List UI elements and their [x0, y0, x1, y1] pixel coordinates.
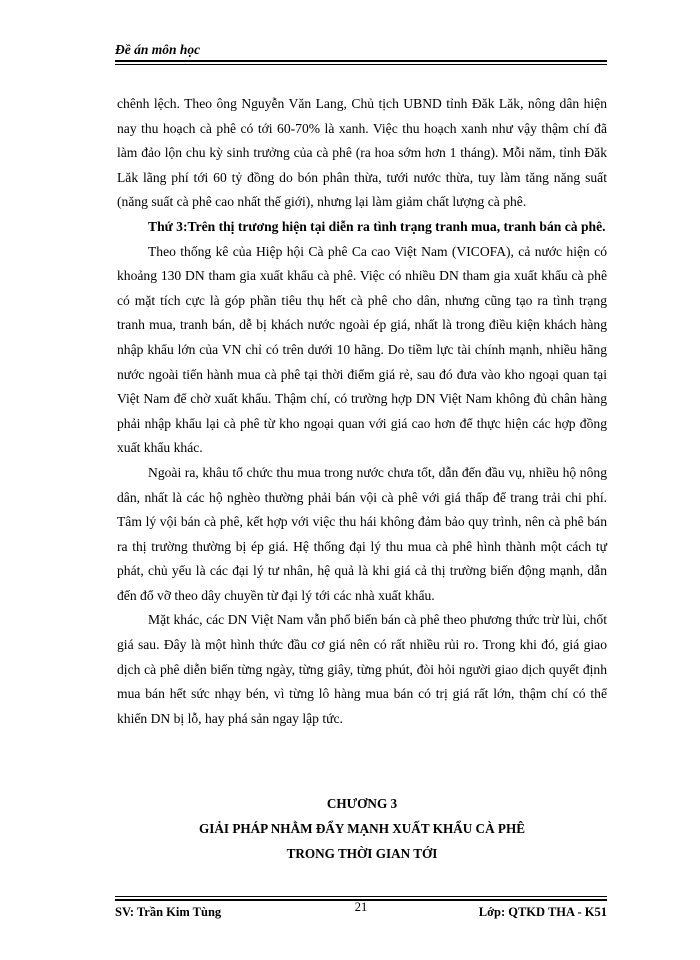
header-rule-thin — [115, 64, 607, 65]
document-title: Đề án môn học — [115, 42, 201, 57]
page-footer — [115, 896, 607, 926]
student-name: SV: Trần Kim Tùng — [115, 905, 222, 919]
paragraph-vicofa: Theo thống kê của Hiệp hội Cà phê Ca cao Việt Nam (VICOFA), cả nước hiện có khoảng 130 DN tham gia xuất khẩu cà phê. Việc có nhiều DN tham gia xuất khẩu cà phê có mặt tích cực là góp phần tiêu thụ hết cà phê cho dân, nhưng cũng tạo ra tình trạng tranh mua, tranh bán, dễ bị khách nước ngoài ép giá, nhất là trong điều kiện khách hàng nhập khẩu lớn của VN chỉ có trên dưới 10 hãng. Do tiềm lực tài chính mạnh, nhiều hãng nước ngoài tiến hành mua cà phê tại thời điểm giá rẻ, sau đó đưa vào kho ngoại quan tại Việt Nam để chờ xuất khẩu. Thậm chí, có trường hợp DN Việt Nam không đủ chân hàng phải nhập khẩu lại cà phê từ kho ngoại quan với giá cao hơn để thực hiện các hợp đồng xuất khẩu khác. — [117, 243, 607, 456]
header-rule-thick — [115, 60, 607, 62]
chapter-title-line-1: GIẢI PHÁP NHẰM ĐẨY MẠNH XUẤT KHẨU CÀ PHÊ — [198, 821, 526, 836]
footer-rule-thin — [115, 896, 607, 897]
paragraph-purchasing: Ngoài ra, khâu tổ chức thu mua trong nước chưa tốt, dẫn đến đầu vụ, nhiều hộ nông dân, nhất là các hộ nghèo thường phải bán vội cà phê với giá thấp để trang trải chi phí. Tâm lý vội bán cà phê, kết hợp với việc thu hái không đảm bảo quy trình, nên cà phê bán ra thị trường thường bị ép giá. Hệ thống đại lý thu mua cà phê hình thành một cách tự phát, chủ yếu là các đại lý tư nhân, hệ quả là khi giá cả thị trường biến động mạnh, dẫn đến đổ vỡ theo dây chuyền từ đại lý tới các nhà xuất khẩu. — [117, 464, 607, 603]
class-name: Lớp: QTKD THA - K51 — [478, 905, 607, 919]
chapter-number: CHƯƠNG 3 — [326, 796, 398, 811]
chapter-title-line-2: TRONG THỜI GIAN TỚI — [286, 846, 438, 861]
page-header — [115, 38, 607, 64]
section-heading: Thứ 3:Trên thị trương hiện tại diễn ra tình trạng tranh mua, tranh bán cà phê. — [148, 218, 606, 234]
body-text — [117, 92, 607, 731]
page-number: 21 — [354, 900, 368, 914]
chapter-heading — [117, 791, 607, 866]
paragraph-continuation: chênh lệch. Theo ông Nguyễn Văn Lang, Chủ tịch UBND tỉnh Đăk Lăk, nông dân hiện nay thu hoạch cà phê có tới 60-70% là xanh. Việc thu hoạch xanh như vậy thậm chí đã làm đảo lộn chu kỳ sinh trưởng của cà phê (ra hoa sớm hơn 1 tháng). Mỗi năm, tỉnh Đăk Lăk lãng phí tới 60 tỷ đồng do bón phân thừa, tưới nước thừa, tuy làm tăng năng suất (năng suất cà phê cao nhất thế giới), nhưng lại làm giảm chất lượng cà phê. — [117, 96, 607, 210]
paragraph-pricing: Mặt khác, các DN Việt Nam vẫn phổ biến bán cà phê theo phương thức trừ lùi, chốt giá sau. Đây là một hình thức đầu cơ giá nên có rất nhiều rủi ro. Trong khi đó, giá giao dịch cà phê diễn biến từng ngày, từng giây, từng phút, đòi hỏi người giao dịch quyết định mua bán hết sức nhạy bén, vì từng lô hàng mua bán có trị giá rất lớn, thậm chí có thể khiến DN bị lỗ, hay phá sản ngay lập tức. — [117, 612, 607, 726]
